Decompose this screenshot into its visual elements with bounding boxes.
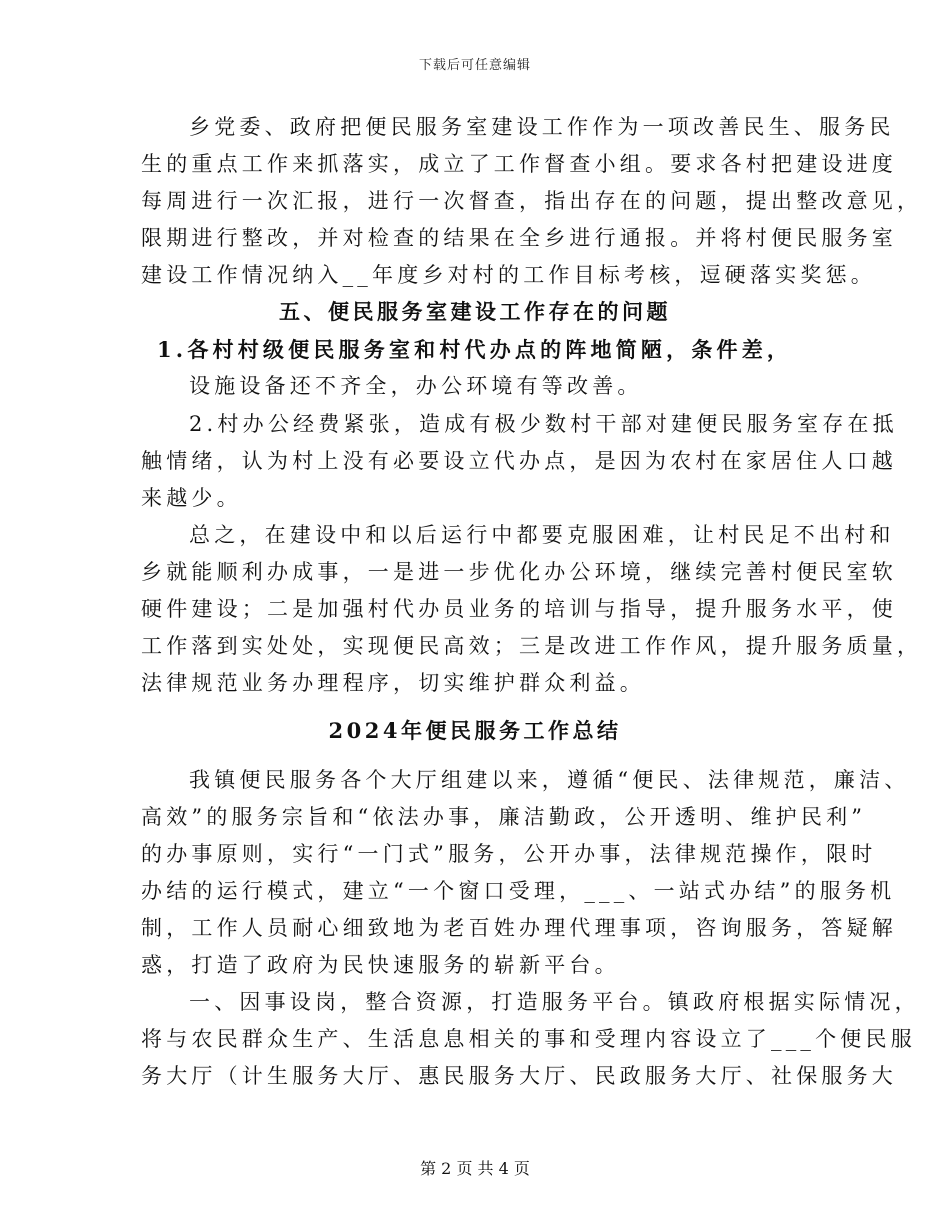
paragraph-line: 硬件建设；二是加强村代办员业务的培训与指导，提升服务水平，使: [141, 597, 897, 621]
page-number: 第 2 页 共 4 页: [420, 1159, 530, 1178]
paragraph-line: 法律规范业务办理程序，切实维护群众利益。: [141, 671, 645, 695]
subheading: 1.各村村级便民服务室和村代办点的阵地简陋，条件差，: [157, 337, 793, 362]
header-note: 下载后可任意编辑: [418, 58, 531, 73]
document-title: 2024年便民服务工作总结: [328, 718, 622, 743]
paragraph-line: 限期进行整改，并对检查的结果在全乡进行通报。并将村便民服务室: [141, 226, 897, 250]
paragraph-line: 一、因事设岗，整合资源，打造服务平台。镇政府根据实际情况，: [189, 990, 920, 1014]
paragraph-line: 的办事原则，实行“一门式”服务，公开办事，法律规范操作，限时: [141, 842, 877, 866]
paragraph-line: 我镇便民服务各个大厅组建以来，遵循“便民、法律规范，廉洁、: [189, 768, 910, 792]
paragraph-line: 制，工作人员耐心细致地为老百姓办理代理事项，咨询服务，答疑解: [141, 916, 897, 940]
paragraph-line: 生的重点工作来抓落实，成立了工作督查小组。要求各村把建设进度: [141, 152, 897, 176]
paragraph-line: 建设工作情况纳入__年度乡对村的工作目标考核，逗硬落实奖惩。: [141, 263, 876, 287]
paragraph-line: 总之，在建设中和以后运行中都要克服困难，让村民足不出村和: [189, 523, 895, 547]
paragraph-line: 乡党委、政府把便民服务室建设工作作为一项改善民生、服务民: [189, 115, 895, 139]
paragraph-line: 高效”的服务宗旨和“依法办事，廉洁勤政，公开透明、维护民利”: [141, 805, 867, 829]
paragraph-line: 工作落到实处处，实现便民高效；三是改进工作作风，提升服务质量，: [141, 634, 923, 658]
paragraph-line: 来越少。: [141, 486, 242, 510]
paragraph-line: 设施设备还不齐全，办公环境有等改善。: [189, 374, 643, 398]
paragraph-line: 办结的运行模式，建立“一个窗口受理，___、一站式办结”的服务机: [141, 879, 896, 903]
paragraph-line: 务大厅（计生服务大厅、惠民服务大厅、民政服务大厅、社保服务大: [141, 1064, 897, 1088]
paragraph-line: 每周进行一次汇报，进行一次督查，指出存在的问题，提出整改意见，: [141, 189, 923, 213]
paragraph-line: 触情绪，认为村上没有必要设立代办点，是因为农村在家居住人口越: [141, 449, 897, 473]
paragraph-line: 2.村办公经费紧张，造成有极少数村干部对建便民服务室存在抵: [189, 412, 898, 436]
paragraph-line: 将与农民群众生产、生活息息相关的事和受理内容设立了___个便民服: [141, 1027, 916, 1051]
paragraph-line: 乡就能顺利办成事，一是进一步优化办公环境，继续完善村便民室软: [141, 560, 897, 584]
paragraph-line: 惑，打造了政府为民快速服务的崭新平台。: [141, 953, 620, 977]
section-heading: 五、便民服务室建设工作存在的问题: [279, 299, 671, 324]
